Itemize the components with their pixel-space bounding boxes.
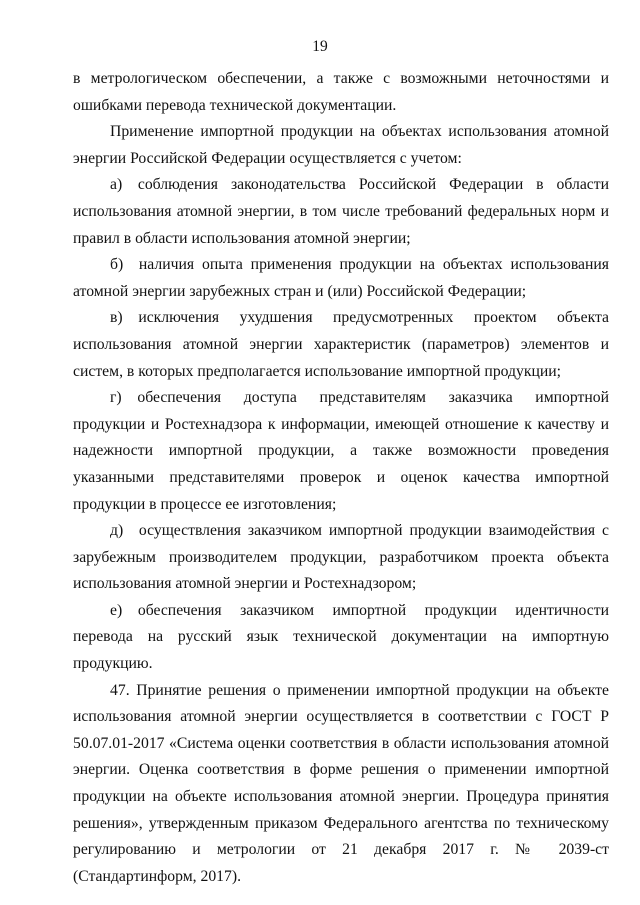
list-item-d: д) осуществления заказчиком импортной продукции взаимодействия с зарубежным производителем продукции, разработчиком проекта объекта использования атомной энергии и Ростехнадзором; [73, 522, 609, 593]
clause-47: 47. Принятие решения о применении импортной продукции на объекте использования атомной энергии осуществляется в соответствии с ГОСТ Р 50.07.01-2017 «Система оценки соответствия в области использования атомной энергии. Оценка соответствия в форме решения о применении импортной продукции на объекте использования атомной энергии. Процедура принятия решения», утвержденным приказом Федерального агентства по техническому регулированию и метрологии от 21 декабря 2017 г. № 2039-ст (Стандартинформ, 2017). [73, 681, 609, 885]
paragraph-continuation: в метрологическом обеспечении, а также с возможными неточностями и ошибками перевода технической документации. [73, 70, 609, 114]
list-item-v: в) исключения ухудшения предусмотренных проектом объекта использования атомной энергии характеристик (параметров) элементов и систем, в которых предполагается использование импортной продукции; [73, 309, 609, 380]
document-body [73, 66, 609, 890]
list-item-e: е) обеспечения заказчиком импортной продукции идентичности перевода на русский язык технической документации на импортную продукцию. [73, 601, 609, 673]
list-item-a: а) соблюдения законодательства Российской Федерации в области использования атомной энергии, в том числе требований федеральных норм и правил в области использования атомной энергии; [73, 176, 609, 247]
list-item-b: б) наличия опыта применения продукции на объектах использования атомной энергии зарубежных стран и (или) Российской Федерации; [73, 256, 609, 300]
paragraph-lead: Применение импортной продукции на объектах использования атомной энергии Российской Федерации осуществляется с учетом: [73, 123, 609, 167]
list-item-g: г) обеспечения доступа представителям заказчика импортной продукции и Ростехнадзора к информации, имеющей отношение к качеству и надежности импортной продукции, а также возможности проведения указанными представителями проверок и оценок качества импортной продукции в процессе ее изготовления; [73, 389, 609, 513]
page-number: 19 [312, 38, 328, 55]
